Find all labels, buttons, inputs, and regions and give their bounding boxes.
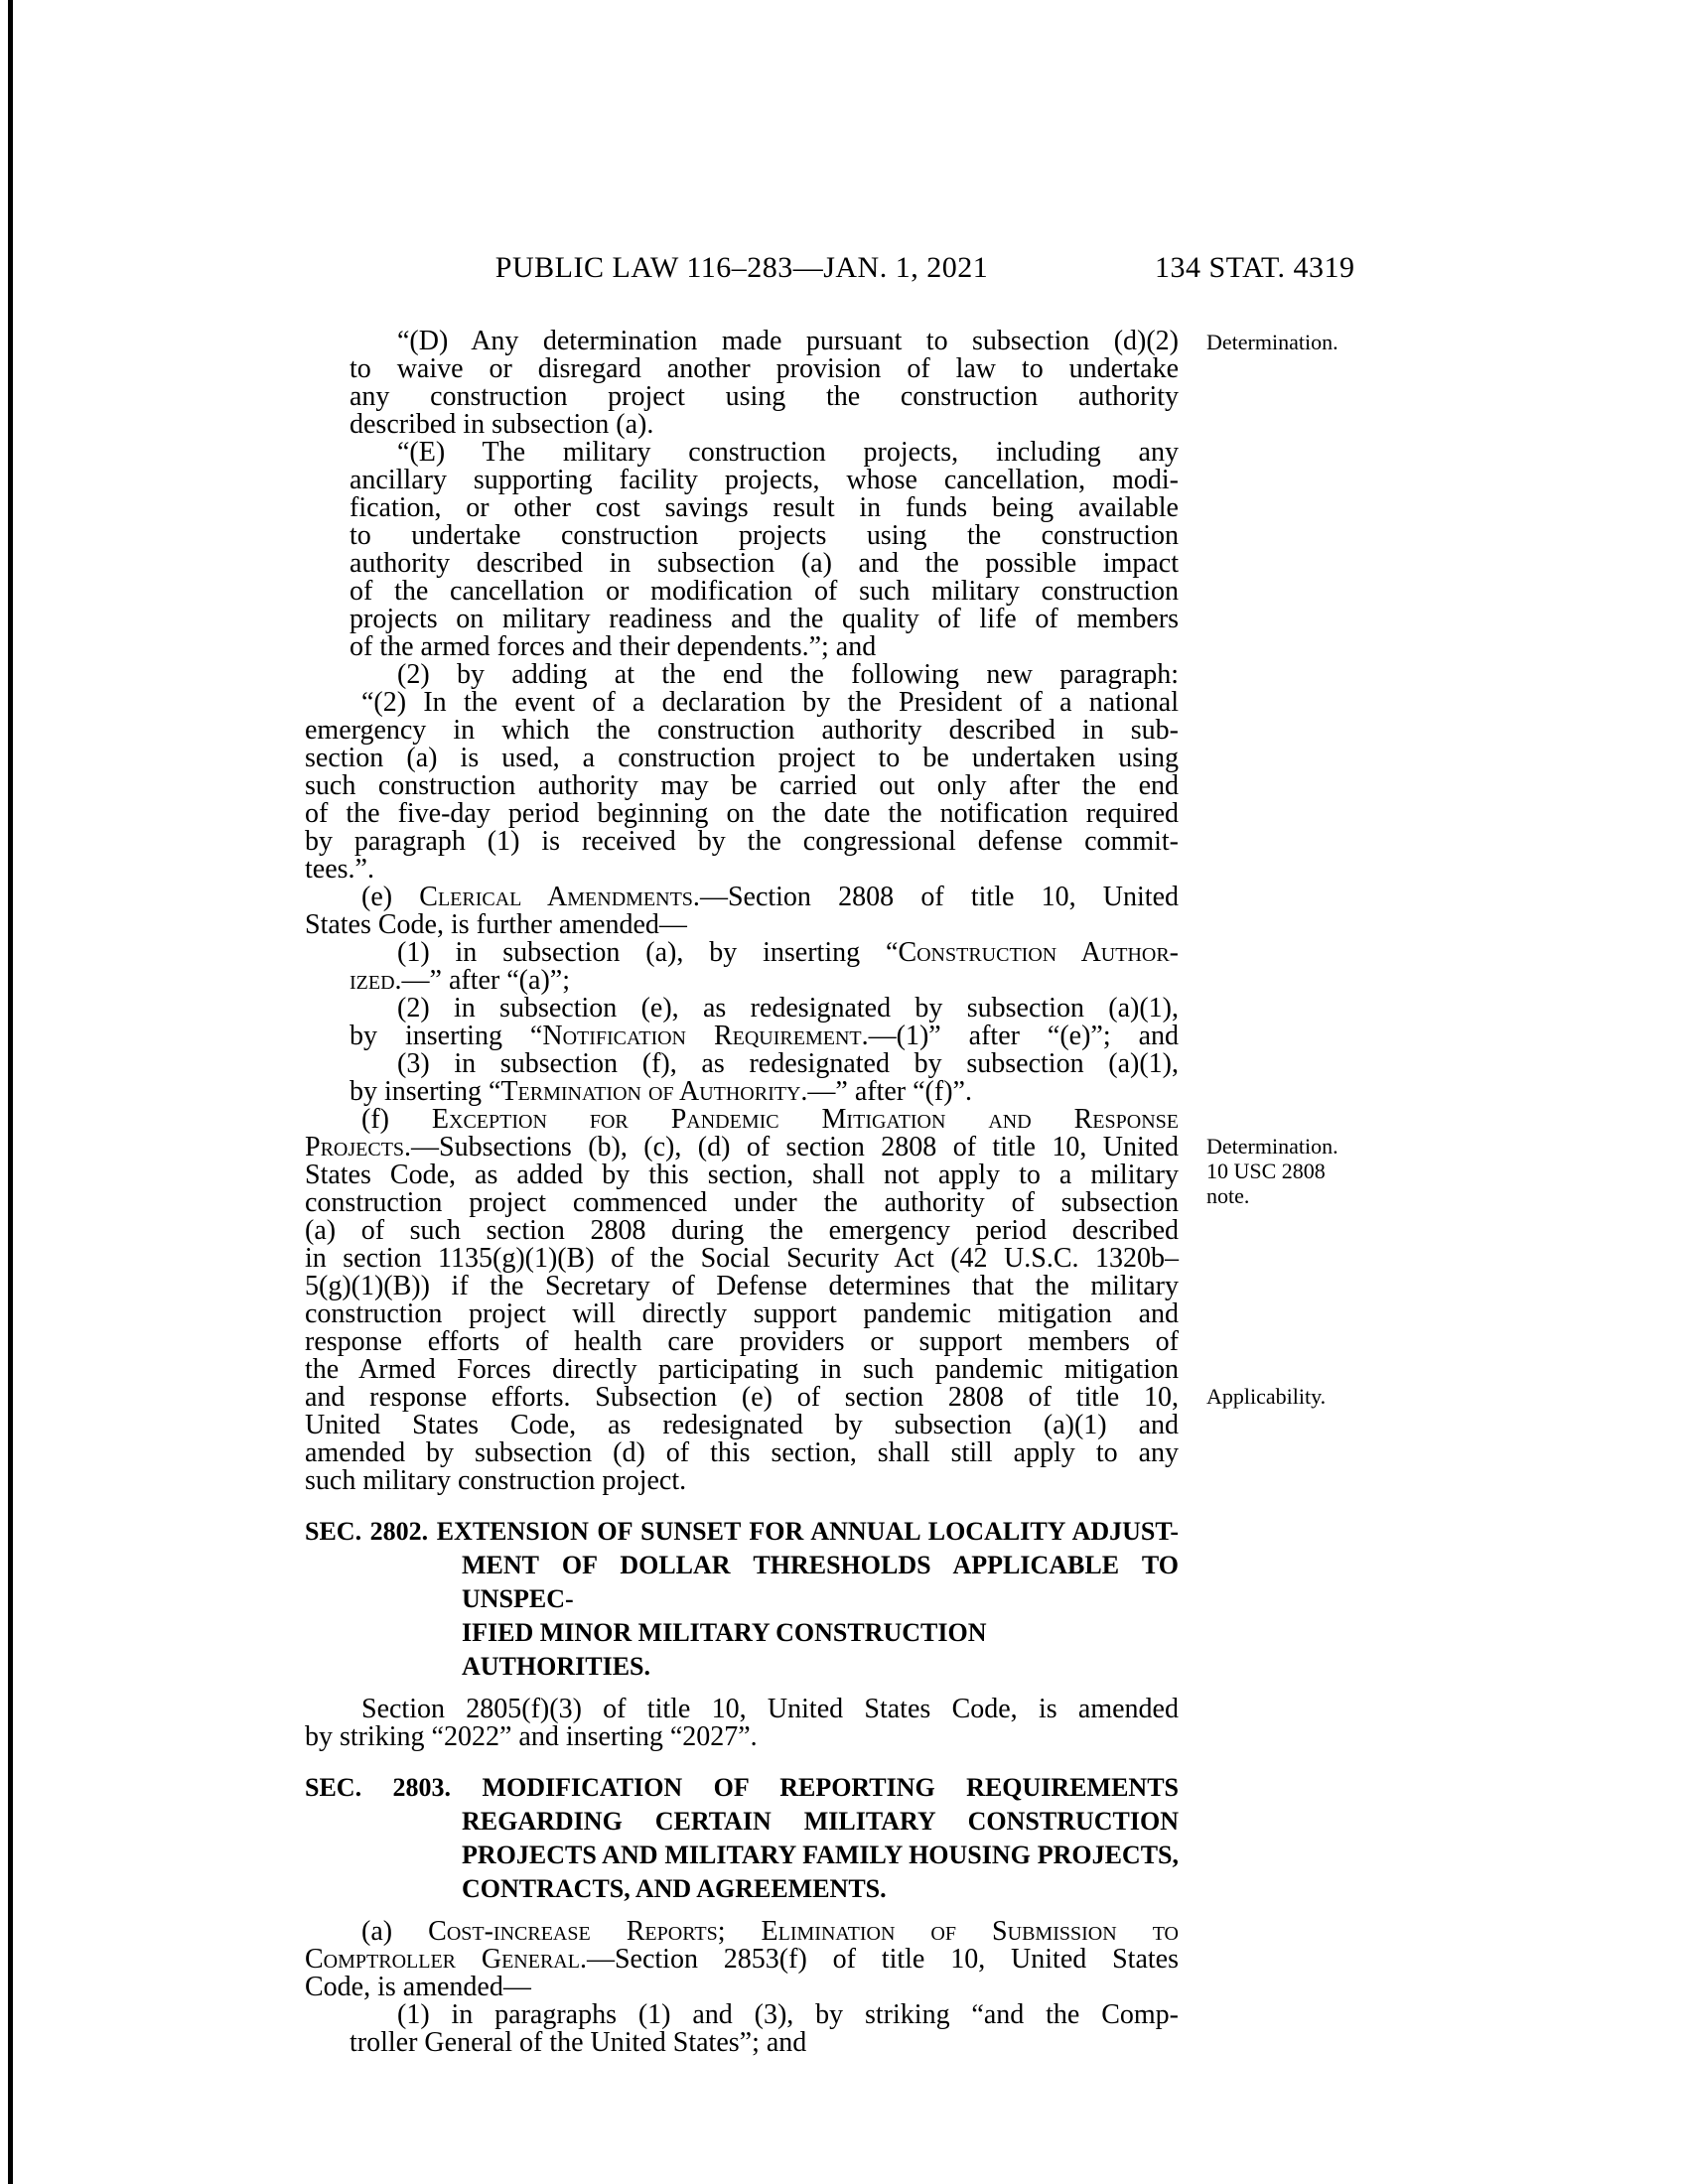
section-heading-line: SEC. 2803. MODIFICATION OF REPORTING REQUIREMENTS: [305, 1773, 1179, 1802]
text-line: States Code, is further amended—: [305, 909, 687, 940]
text-line: construction project commenced under the authority of subsection: [305, 1187, 1179, 1218]
text-column: [305, 328, 1179, 2057]
margin-note: [1206, 1384, 1400, 1409]
text-line: (e) Clerical Amendments.—Section 2808 of title 10, United: [361, 882, 1179, 912]
text-line: troller General of the United States”; and: [350, 2027, 807, 2058]
text-line: (a) of such section 2808 during the emergency period described: [305, 1215, 1179, 1246]
text-line: “(2) In the event of a declaration by the President of a national: [361, 687, 1179, 718]
text-line: ized.—” after “(a)”;: [350, 965, 570, 996]
margin-note-line: note.: [1206, 1183, 1250, 1208]
text-line: (f) Exception for Pandemic Mitigation and Response: [361, 1104, 1179, 1135]
section-heading-line: PROJECTS AND MILITARY FAMILY HOUSING PROJECTS,: [462, 1841, 1179, 1869]
margin-note-line: Applicability.: [1206, 1384, 1327, 1409]
text-line: Projects.—Subsections (b), (c), (d) of section 2808 of title 10, United: [305, 1132, 1179, 1162]
text-line: (3) in subsection (f), as redesignated by subsection (a)(1),: [397, 1048, 1179, 1079]
text-line: of the armed forces and their dependents.”; and: [350, 631, 877, 662]
text-line: of the cancellation or modification of such military construction: [350, 576, 1179, 607]
text-line: projects on military readiness and the quality of life of members: [350, 604, 1179, 634]
text-line: such construction authority may be carried out only after the end: [305, 770, 1179, 801]
text-line: and response efforts. Subsection (e) of section 2808 of title 10,: [305, 1382, 1179, 1413]
text-line: by striking “2022” and inserting “2027”.: [305, 1721, 758, 1752]
margin-note: [1206, 330, 1400, 354]
text-line: to waive or disregard another provision of law to undertake: [350, 353, 1179, 384]
text-line: of the five-day period beginning on the date the notification required: [305, 798, 1179, 829]
text-line: to undertake construction projects using the construction: [350, 520, 1179, 551]
text-line: “(D) Any determination made pursuant to subsection (d)(2): [397, 326, 1179, 356]
margin-note-line: 10 USC 2808: [1206, 1159, 1326, 1183]
text-line: (1) in subsection (a), by inserting “Construction Author-: [397, 937, 1179, 968]
text-line: described in subsection (a).: [350, 409, 654, 440]
text-line: in section 1135(g)(1)(B) of the Social Security Act (42 U.S.C. 1320b–: [305, 1243, 1179, 1274]
text-line: ancillary supporting facility projects, whose cancellation, modi-: [350, 465, 1179, 495]
text-line: such military construction project.: [305, 1465, 687, 1496]
running-head-stat-number: 134 STAT. 4319: [1155, 251, 1355, 284]
margin-note: [1206, 1134, 1400, 1208]
section-heading-line: MENT OF DOLLAR THRESHOLDS APPLICABLE TO UNSPEC-: [462, 1551, 1179, 1613]
margin-note-line: Determination.: [1206, 330, 1338, 354]
text-line: by paragraph (1) is received by the congressional defense commit-: [305, 826, 1179, 857]
text-line: by inserting “Notification Requirement.—(1)” after “(e)”; and: [350, 1021, 1180, 1051]
running-head-law-title: PUBLIC LAW 116–283—JAN. 1, 2021: [494, 251, 989, 284]
text-line: amended by subsection (d) of this section, shall still apply to any: [305, 1437, 1179, 1468]
text-line: (2) in subsection (e), as redesignated by subsection (a)(1),: [397, 993, 1179, 1024]
section-heading-line: IFIED MINOR MILITARY CONSTRUCTION AUTHORITIES.: [462, 1618, 987, 1681]
text-line: (2) by adding at the end the following new paragraph:: [397, 659, 1179, 690]
section-heading-line: SEC. 2802. EXTENSION OF SUNSET FOR ANNUAL LOCALITY ADJUST-: [305, 1517, 1179, 1546]
text-line: section (a) is used, a construction project to be undertaken using: [305, 743, 1179, 773]
text-line: tees.”.: [305, 854, 374, 885]
text-line: any construction project using the construction authority: [350, 381, 1179, 412]
text-line: (1) in paragraphs (1) and (3), by striking “and the Comp-: [397, 1999, 1179, 2030]
text-line: 5(g)(1)(B)) if the Secretary of Defense determines that the military: [305, 1271, 1179, 1301]
text-line: fication, or other cost savings result in funds being available: [350, 492, 1179, 523]
section-heading-line: CONTRACTS, AND AGREEMENTS.: [462, 1874, 887, 1903]
margin-note-line: Determination.: [1206, 1134, 1338, 1159]
text-line: by inserting “Termination of Authority.—” after “(f)”.: [350, 1076, 972, 1107]
section-heading-line: REGARDING CERTAIN MILITARY CONSTRUCTION: [462, 1807, 1179, 1836]
text-line: the Armed Forces directly participating in such pandemic mitigation: [305, 1354, 1179, 1385]
text-line: States Code, as added by this section, shall not apply to a military: [305, 1160, 1179, 1190]
text-line: (a) Cost-increase Reports; Elimination of Submission to: [361, 1916, 1179, 1947]
text-line: “(E) The military construction projects, including any: [397, 437, 1179, 468]
text-line: emergency in which the construction authority described in sub-: [305, 715, 1179, 746]
page-edge-line: [8, 0, 13, 2184]
text-line: Section 2805(f)(3) of title 10, United States Code, is amended: [361, 1694, 1179, 1724]
text-line: Code, is amended—: [305, 1972, 531, 2002]
text-line: Comptroller General.—Section 2853(f) of title 10, United States: [305, 1944, 1179, 1975]
text-line: authority described in subsection (a) and the possible impact: [350, 548, 1179, 579]
text-line: construction project will directly support pandemic mitigation and: [305, 1298, 1179, 1329]
text-line: United States Code, as redesignated by subsection (a)(1) and: [305, 1410, 1179, 1440]
text-line: response efforts of health care providers or support members of: [305, 1326, 1179, 1357]
